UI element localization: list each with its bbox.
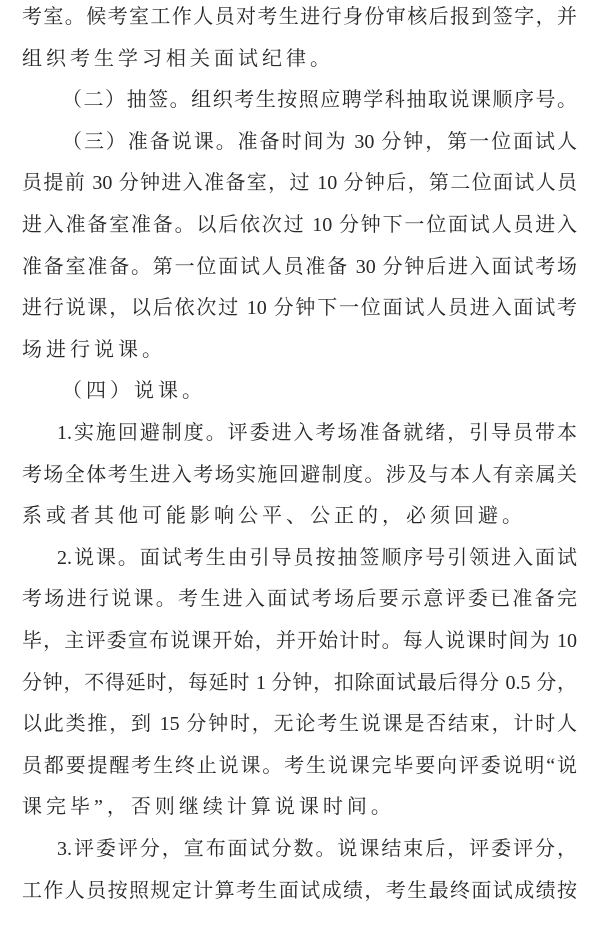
text-line: 工作人员按照规定计算考生面试成绩，考生最终面试成绩按 [22, 879, 577, 902]
text-line: 组织考生学习相关面试纪律。 [22, 47, 334, 70]
text-line: 考室。候考室工作人员对考生进行身份审核后报到签字，并 [22, 6, 577, 28]
text-line: 进入准备室准备。以后依次过 10 分钟下一位面试人员进入 [22, 214, 577, 236]
text-line: 3.评委评分，宣布面试分数。说课结束后，评委评分， [57, 838, 577, 860]
text-line: 准备室准备。第一位面试人员准备 30 分钟后进入面试考场 [22, 255, 577, 278]
text-line: 1.实施回避制度。评委进入考场准备就绪，引导员带本 [57, 422, 577, 444]
text-line: （三）准备说课。准备时间为 30 分钟，第一位面试人 [62, 130, 577, 153]
text-line: 员提前 30 分钟进入准备室，过 10 分钟后，第二位面试人员 [22, 172, 577, 195]
text-line: 毕，主评委宣布说课开始，并开始计时。每人说课时间为 10 [22, 630, 577, 652]
text-line: 进行说课，以后依次过 10 分钟下一位面试人员进入面试考 [22, 297, 577, 320]
text-line: 考场全体考生进入考场实施回避制度。涉及与本人有亲属关 [22, 463, 577, 486]
text-line: （四）说课。 [62, 380, 206, 403]
text-line: 考场进行说课。考生进入面试考场后要示意评委已准备完 [22, 588, 577, 611]
text-line: （二）抽签。组织考生按照应聘学科抽取说课顺序号。 [62, 89, 577, 112]
text-line: 分钟，不得延时，每延时 1 分钟，扣除面试最后得分 0.5 分， [22, 671, 577, 694]
text-line: 课完毕”，否则继续计算说课时间。 [22, 796, 395, 819]
text-line: 2.说课。面试考生由引导员按抽签顺序号引领进入面试 [57, 546, 577, 569]
text-line: 系或者其他可能影响公平、公正的，必须回避。 [22, 505, 526, 528]
text-line: 员都要提醒考生终止说课。考生说课完毕要向评委说明“说 [22, 754, 577, 777]
text-line: 以此类推，到 15 分钟时，无论考生说课是否结束，计时人 [22, 713, 577, 736]
text-line: 场进行说课。 [22, 338, 166, 361]
